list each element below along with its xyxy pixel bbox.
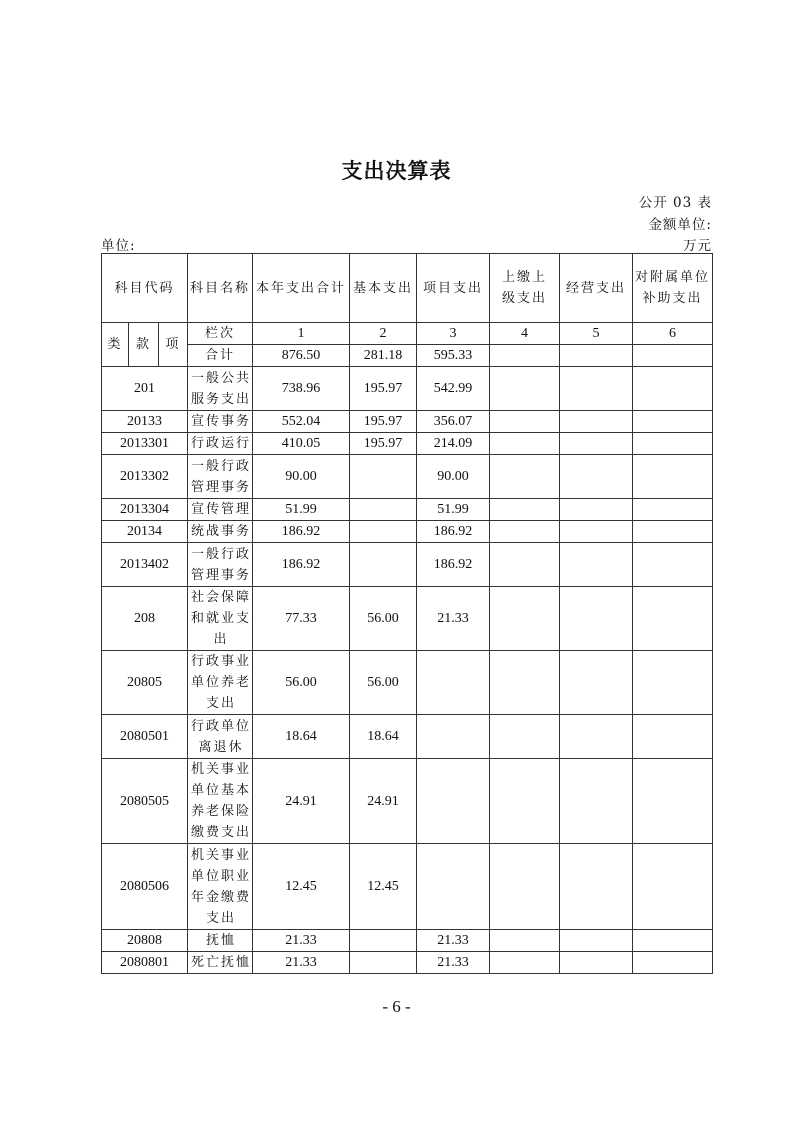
amount-cell — [560, 433, 633, 455]
amount-cell: 738.96 — [253, 367, 350, 411]
amount-cell: 186.92 — [417, 543, 490, 587]
amount-cell — [490, 587, 560, 651]
table-row — [102, 521, 713, 543]
subject-code: 2013304 — [102, 499, 188, 521]
header-business: 经营支出 — [560, 254, 633, 323]
total-row — [102, 345, 713, 367]
subject-name: 统战事务 — [188, 521, 253, 543]
amount-cell: 90.00 — [253, 455, 350, 499]
total-value: 876.50 — [253, 345, 350, 367]
header-code: 科目代码 — [102, 254, 188, 323]
amount-cell — [633, 411, 713, 433]
subject-code: 2080506 — [102, 844, 188, 930]
amount-cell — [560, 844, 633, 930]
amount-cell — [633, 367, 713, 411]
table-row — [102, 433, 713, 455]
total-label: 合计 — [188, 345, 253, 367]
amount-cell — [560, 499, 633, 521]
amount-cell: 21.33 — [253, 952, 350, 974]
total-value: 281.18 — [350, 345, 417, 367]
table-row — [102, 587, 713, 651]
col-number: 5 — [560, 323, 633, 345]
subject-code: 2013301 — [102, 433, 188, 455]
amount-cell — [633, 543, 713, 587]
amount-cell — [560, 952, 633, 974]
subject-name: 社会保障和就业支出 — [188, 587, 253, 651]
subject-code: 2013302 — [102, 455, 188, 499]
amount-cell — [350, 521, 417, 543]
expenditure-table — [101, 253, 713, 974]
total-value: 595.33 — [417, 345, 490, 367]
amount-cell — [350, 952, 417, 974]
header-col-no: 栏次 — [188, 323, 253, 345]
amount-cell: 56.00 — [253, 651, 350, 715]
subject-code: 2080501 — [102, 715, 188, 759]
amount-cell: 21.33 — [417, 952, 490, 974]
total-value — [633, 345, 713, 367]
subject-name: 行政单位离退休 — [188, 715, 253, 759]
col-number: 3 — [417, 323, 490, 345]
subject-code: 20808 — [102, 930, 188, 952]
table-row — [102, 499, 713, 521]
amount-cell — [633, 844, 713, 930]
amount-cell — [560, 455, 633, 499]
header-row — [102, 254, 713, 323]
amount-cell — [560, 715, 633, 759]
col-number: 6 — [633, 323, 713, 345]
amount-cell — [633, 455, 713, 499]
amount-cell — [350, 499, 417, 521]
table-row — [102, 651, 713, 715]
header-kuan: 款 — [129, 323, 159, 367]
amount-cell: 24.91 — [350, 759, 417, 844]
header-basic: 基本支出 — [350, 254, 417, 323]
amount-cell — [417, 715, 490, 759]
amount-cell — [633, 587, 713, 651]
subject-code: 2013402 — [102, 543, 188, 587]
amount-cell — [560, 367, 633, 411]
amount-cell: 12.45 — [253, 844, 350, 930]
header-xiang: 项 — [159, 323, 188, 367]
amount-unit-label: 金额单位: — [648, 217, 712, 233]
subject-name: 宣传管理 — [188, 499, 253, 521]
amount-cell: 195.97 — [350, 433, 417, 455]
subject-name: 抚恤 — [188, 930, 253, 952]
amount-cell — [560, 587, 633, 651]
amount-cell — [350, 543, 417, 587]
amount-cell: 186.92 — [417, 521, 490, 543]
amount-cell: 195.97 — [350, 367, 417, 411]
amount-cell — [417, 759, 490, 844]
amount-cell — [560, 411, 633, 433]
subject-name: 一般行政管理事务 — [188, 543, 253, 587]
amount-cell — [633, 433, 713, 455]
total-value — [490, 345, 560, 367]
subject-code: 20134 — [102, 521, 188, 543]
table-row — [102, 715, 713, 759]
amount-cell — [560, 543, 633, 587]
col-number: 1 — [253, 323, 350, 345]
subject-name: 宣传事务 — [188, 411, 253, 433]
amount-cell — [350, 455, 417, 499]
amount-cell — [490, 433, 560, 455]
amount-cell: 21.33 — [417, 587, 490, 651]
amount-unit: 万元 — [683, 238, 712, 254]
col-number: 4 — [490, 323, 560, 345]
subject-code: 2080801 — [102, 952, 188, 974]
amount-cell: 356.07 — [417, 411, 490, 433]
amount-cell — [417, 651, 490, 715]
subject-name: 机关事业单位基本养老保险缴费支出 — [188, 759, 253, 844]
form-number: 公开 03 表 — [638, 195, 712, 211]
amount-cell — [490, 930, 560, 952]
amount-cell — [560, 651, 633, 715]
table-row — [102, 367, 713, 411]
subject-code: 201 — [102, 367, 188, 411]
amount-cell — [417, 844, 490, 930]
amount-cell — [633, 952, 713, 974]
subject-name: 死亡抚恤 — [188, 952, 253, 974]
header-project: 项目支出 — [417, 254, 490, 323]
amount-cell — [560, 759, 633, 844]
amount-cell: 18.64 — [253, 715, 350, 759]
amount-cell — [560, 930, 633, 952]
amount-cell — [633, 521, 713, 543]
subject-name: 行政事业单位养老支出 — [188, 651, 253, 715]
document-title: 支出决算表 — [341, 158, 452, 183]
amount-cell: 21.33 — [417, 930, 490, 952]
page-number: - 6 - — [382, 997, 411, 1016]
amount-cell — [490, 521, 560, 543]
subject-name: 行政运行 — [188, 433, 253, 455]
table-row — [102, 952, 713, 974]
table-row — [102, 455, 713, 499]
amount-cell: 24.91 — [253, 759, 350, 844]
table-row — [102, 844, 713, 930]
total-value — [560, 345, 633, 367]
amount-cell: 77.33 — [253, 587, 350, 651]
amount-cell: 51.99 — [253, 499, 350, 521]
subject-name: 一般行政管理事务 — [188, 455, 253, 499]
amount-cell — [490, 367, 560, 411]
amount-cell — [633, 715, 713, 759]
subject-code: 2080505 — [102, 759, 188, 844]
column-number-row — [102, 323, 713, 345]
amount-cell — [350, 930, 417, 952]
amount-cell — [490, 651, 560, 715]
amount-cell: 214.09 — [417, 433, 490, 455]
amount-cell: 195.97 — [350, 411, 417, 433]
table-row — [102, 411, 713, 433]
header-upper: 上缴上级支出 — [490, 254, 560, 323]
amount-cell: 186.92 — [253, 521, 350, 543]
amount-cell: 56.00 — [350, 587, 417, 651]
amount-cell: 12.45 — [350, 844, 417, 930]
amount-cell: 21.33 — [253, 930, 350, 952]
subject-code: 20805 — [102, 651, 188, 715]
amount-cell: 410.05 — [253, 433, 350, 455]
amount-cell — [560, 521, 633, 543]
header-lei: 类 — [102, 323, 129, 367]
header-subsidy: 对附属单位补助支出 — [633, 254, 713, 323]
subject-name: 机关事业单位职业年金缴费支出 — [188, 844, 253, 930]
amount-cell: 56.00 — [350, 651, 417, 715]
amount-cell — [490, 715, 560, 759]
col-number: 2 — [350, 323, 417, 345]
amount-cell — [490, 499, 560, 521]
amount-cell — [490, 844, 560, 930]
amount-cell — [490, 543, 560, 587]
amount-cell: 542.99 — [417, 367, 490, 411]
amount-cell — [633, 759, 713, 844]
amount-cell — [490, 455, 560, 499]
subject-code: 208 — [102, 587, 188, 651]
table-row — [102, 543, 713, 587]
amount-cell — [490, 411, 560, 433]
unit-label: 单位: — [101, 238, 136, 254]
subject-name: 一般公共服务支出 — [188, 367, 253, 411]
amount-cell — [633, 651, 713, 715]
header-total: 本年支出合计 — [253, 254, 350, 323]
amount-cell — [490, 759, 560, 844]
amount-cell — [633, 499, 713, 521]
table-row — [102, 930, 713, 952]
table-row — [102, 759, 713, 844]
amount-cell: 18.64 — [350, 715, 417, 759]
amount-cell: 51.99 — [417, 499, 490, 521]
amount-cell — [490, 952, 560, 974]
subject-code: 20133 — [102, 411, 188, 433]
amount-cell: 90.00 — [417, 455, 490, 499]
header-name: 科目名称 — [188, 254, 253, 323]
amount-cell — [633, 930, 713, 952]
amount-cell: 186.92 — [253, 543, 350, 587]
amount-cell: 552.04 — [253, 411, 350, 433]
